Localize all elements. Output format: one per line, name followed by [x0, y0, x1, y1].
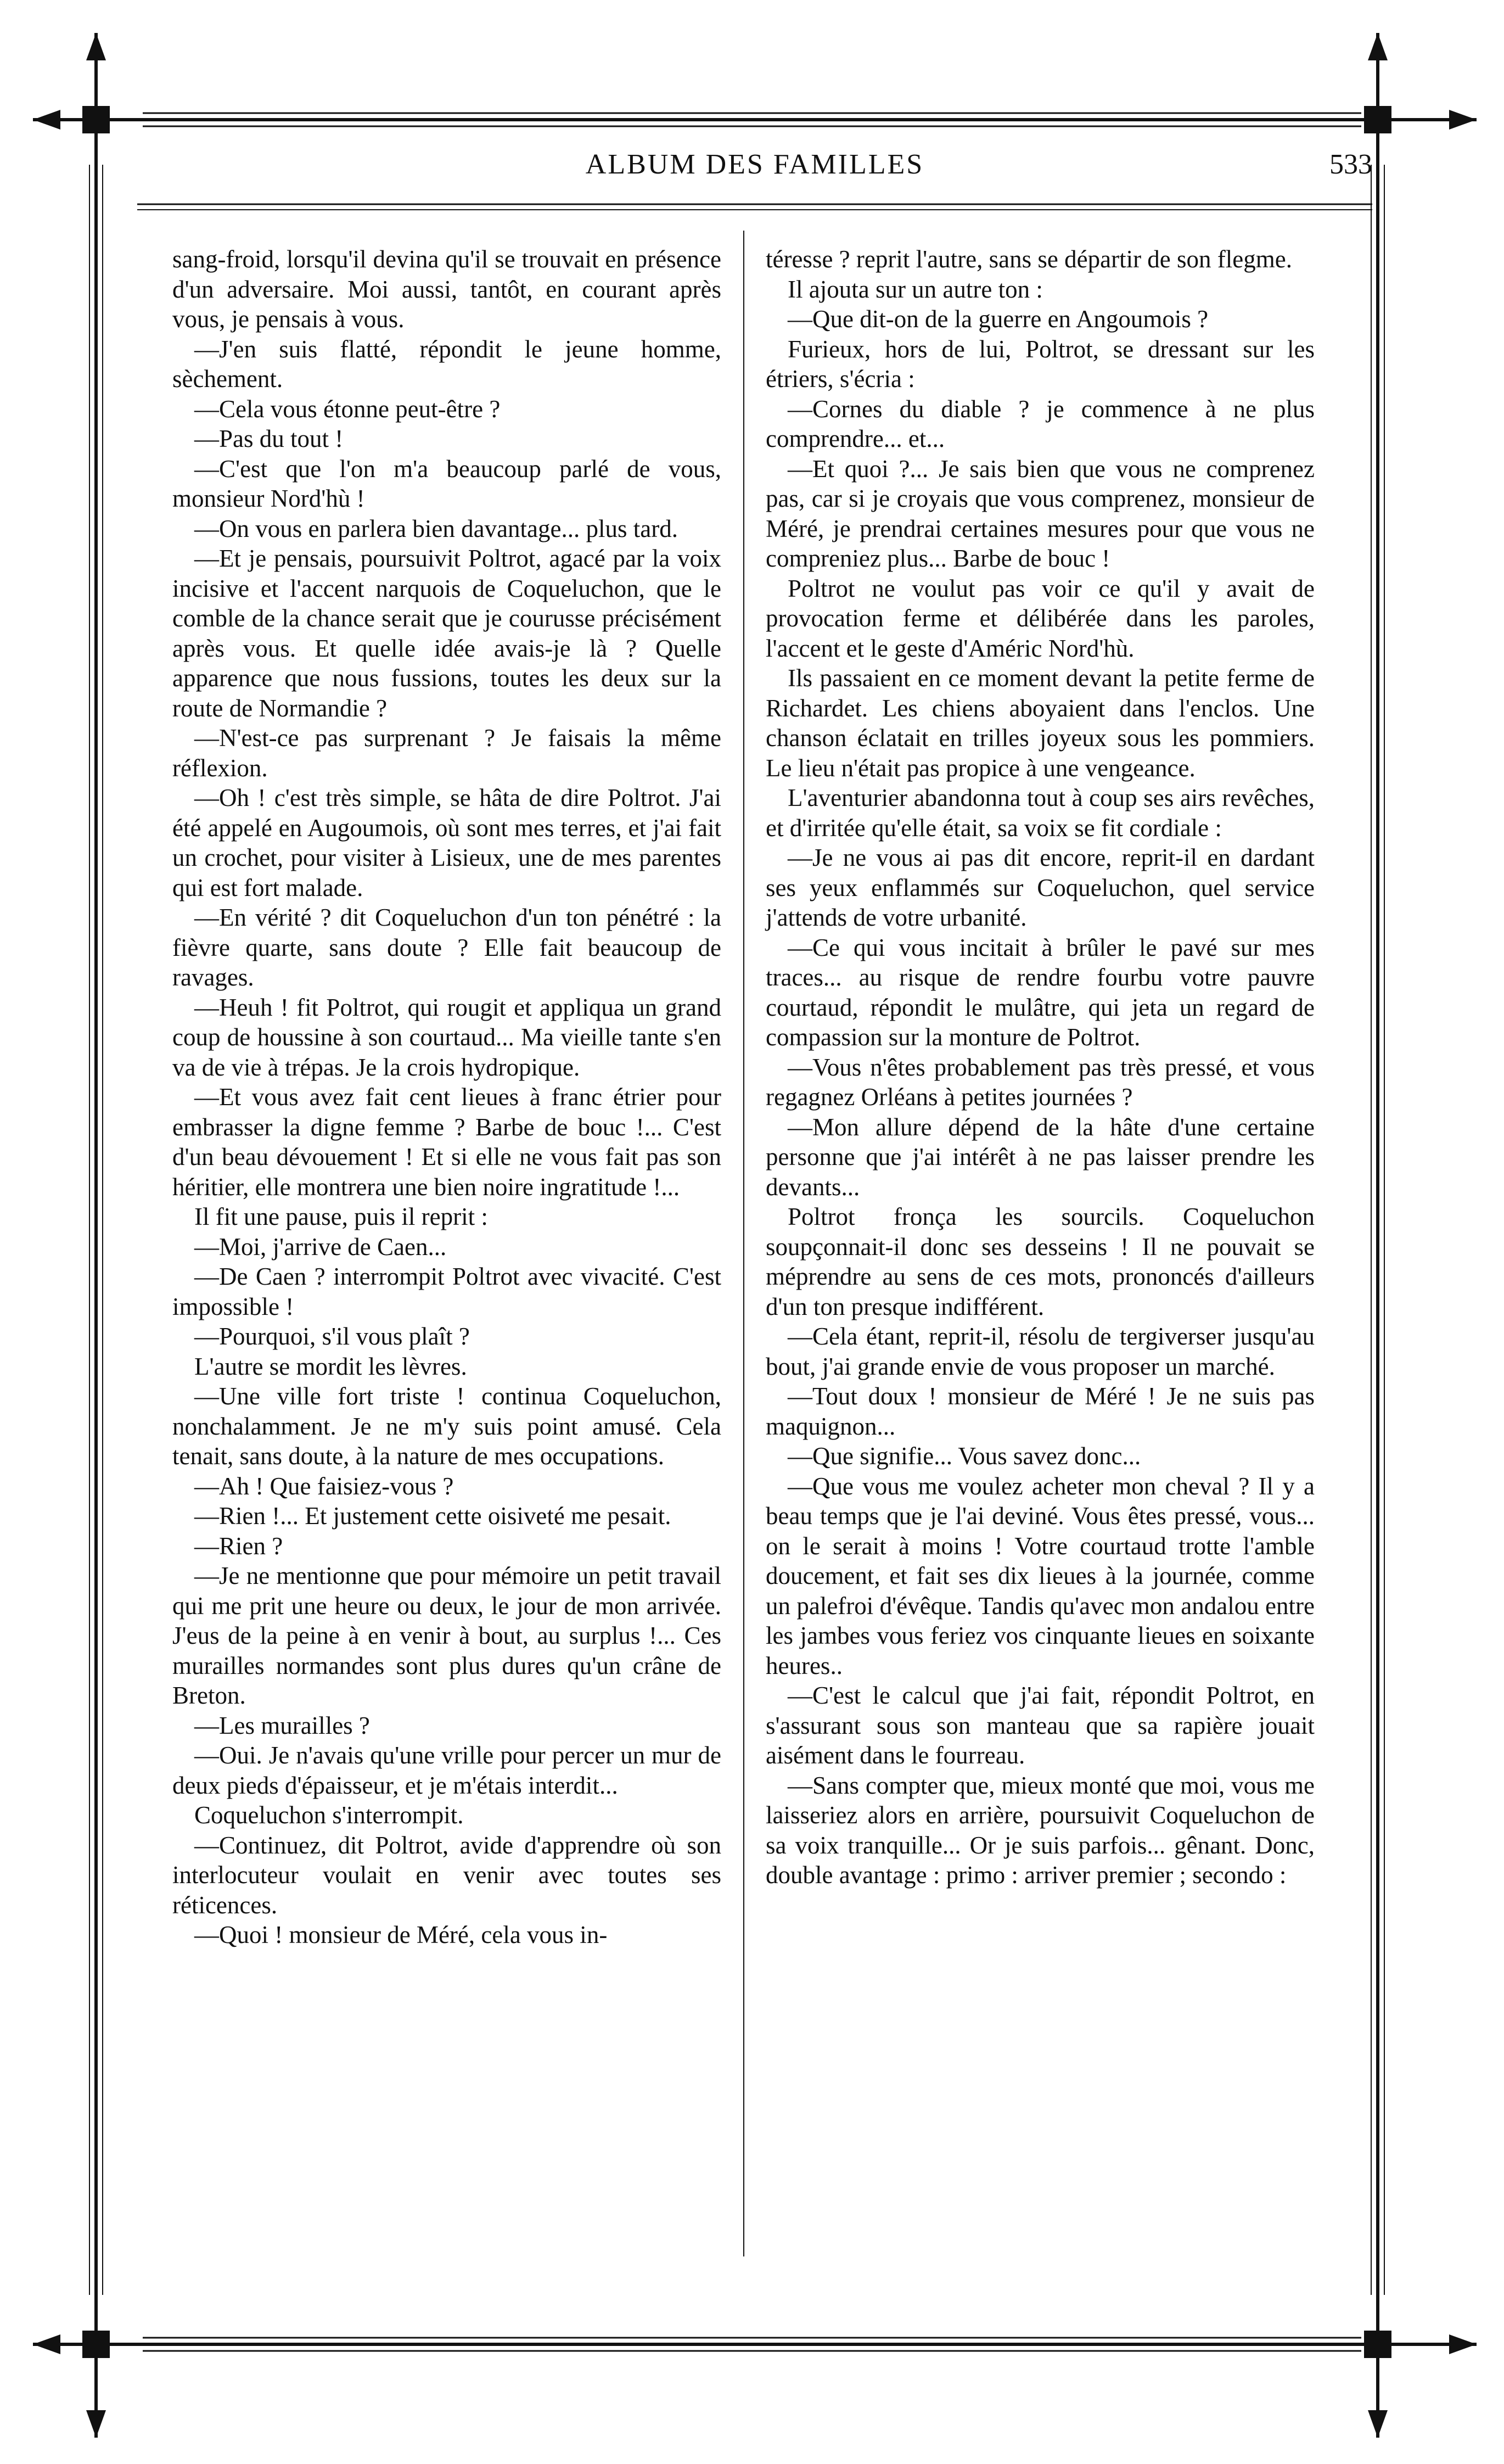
- paragraph: —Cela étant, reprit-il, résolu de tergiverser jusqu'au bout, j'ai grande envie de vous proposer un marché.: [766, 1323, 1315, 1380]
- paragraph: —Ce qui vous incitait à brûler le pavé sur mes traces... au risque de rendre fourbu votre pauvre courtaud, répondit le mulâtre, qui jeta un regard de compassion sur la monture de Poltrot.: [766, 933, 1315, 1051]
- running-head: [137, 148, 1372, 192]
- paragraph: —Moi, j'arrive de Caen...: [194, 1233, 447, 1261]
- paragraph: —Les murailles ?: [194, 1711, 370, 1739]
- page-number: 533: [1329, 149, 1372, 180]
- paragraph: —On vous en parlera bien davantage... plus tard.: [194, 514, 678, 542]
- paragraph: Poltrot ne voulut pas voir ce qu'il y avait de provocation ferme et délibérée dans les paroles, l'accent et le geste d'Améric Nord'hù.: [766, 574, 1315, 662]
- paragraph: —Pas du tout !: [194, 425, 344, 452]
- paragraph: —Ah ! Que faisiez-vous ?: [194, 1472, 454, 1500]
- paragraph: —Oh ! c'est très simple, se hâta de dire Poltrot. J'ai été appelé en Augoumois, où sont mes terres, et j'ai fait un crochet, pour visiter à Lisieux, une de mes parentes qui est fort malade.: [172, 784, 721, 901]
- paragraph: —Que vous me voulez acheter mon cheval ? Il y a beau temps que je l'ai deviné. Vous êtes pressé, vous... on le serait à moins ! Votre courtaud trotte l'amble doucement, et fait ses dix lieues à la journée, comme un palefroi d'évêque. Tandis qu'avec mon andalou entre les jambes vous feriez vos cinquante lieues en soixante heures..: [766, 1472, 1315, 1679]
- paragraph: —Je ne mentionne que pour mémoire un petit travail qui me prit une heure ou deux, le jour de mon arrivée. J'eus de la peine à en venir à bout, au surplus !... Ces murailles normandes sont plus dures qu'un crâne de Breton.: [172, 1562, 721, 1709]
- paragraph: —Je ne vous ai pas dit encore, reprit-il en dardant ses yeux enflammés sur Coqueluchon, quel service j'attends de votre urbanité.: [766, 844, 1315, 931]
- bottom-border: [33, 2338, 1477, 2351]
- left-border: [89, 33, 103, 2438]
- right-column: [766, 244, 1315, 1890]
- paragraph: Furieux, hors de lui, Poltrot, se dressant sur les étriers, s'écria :: [766, 335, 1315, 393]
- paragraph: sang-froid, lorsqu'il devina qu'il se trouvait en présence d'un adversaire. Moi aussi, tantôt, en courant après vous, je pensais à vous.: [172, 245, 721, 333]
- paragraph: —N'est-ce pas surprenant ? Je faisais la même réflexion.: [172, 724, 721, 782]
- paragraph: Ils passaient en ce moment devant la petite ferme de Richardet. Les chiens aboyaient dans l'enclos. Une chanson éclatait en trilles joyeux sous les pommiers. Le lieu n'était pas propice à une vengeance.: [766, 664, 1315, 782]
- right-border: [1371, 33, 1384, 2438]
- paragraph: —Et vous avez fait cent lieues à franc étrier pour embrasser la digne femme ? Barbe de bouc !... C'est d'un beau dévouement ! Et si elle ne vous fait pas son héritier, elle montrera une bien noire ingratitude !...: [172, 1083, 721, 1201]
- left-column: [172, 244, 721, 1950]
- paragraph: Il fit une pause, puis il reprit :: [194, 1203, 488, 1230]
- paragraph: —Heuh ! fit Poltrot, qui rougit et appliqua un grand coup de houssine à son courtaud... Ma vieille tante s'en va de vie à trépas. Je la crois hydropique.: [172, 993, 721, 1081]
- journal-title: ALBUM DES FAMILLES: [585, 149, 924, 180]
- corner-ornament-bottom-right: [1364, 2331, 1477, 2438]
- paragraph: —Mon allure dépend de la hâte d'une certaine personne que j'ai intérêt à ne pas laisser prendre les devants...: [766, 1113, 1315, 1201]
- paragraph: —En vérité ? dit Coqueluchon d'un ton pénétré : la fièvre quarte, sans doute ? Elle fait beaucoup de ravages.: [172, 904, 721, 991]
- header-rule: [137, 204, 1372, 210]
- paragraph: —Cornes du diable ? je commence à ne plus comprendre... et...: [766, 395, 1315, 452]
- paragraph: —J'en suis flatté, répondit le jeune homme, sèchement.: [172, 335, 721, 393]
- paragraph: —Pourquoi, s'il vous plaît ?: [194, 1323, 470, 1350]
- paragraph: —C'est que l'on m'a beaucoup parlé de vous, monsieur Nord'hù !: [172, 455, 721, 512]
- paragraph: —Rien !... Et justement cette oisiveté me pesait.: [194, 1502, 671, 1530]
- paragraph: —Et quoi ?... Je sais bien que vous ne comprenez pas, car si je croyais que vous comprenez, monsieur de Méré, je prendrai certaines mesures pour que vous ne compreniez plus... Barbe de bouc !: [766, 455, 1315, 572]
- paragraph: —Cela vous étonne peut-être ?: [194, 395, 501, 423]
- paragraph: —Continuez, dit Poltrot, avide d'apprendre où son interlocuteur voulait en venir avec toutes ses réticences.: [172, 1831, 721, 1919]
- paragraph: —De Caen ? interrompit Poltrot avec vivacité. C'est impossible !: [172, 1263, 721, 1320]
- paragraph: —Rien ?: [194, 1532, 283, 1560]
- paragraph: Coqueluchon s'interrompit.: [194, 1801, 464, 1829]
- paragraph: —Que dit-on de la guerre en Angoumois ?: [788, 305, 1209, 333]
- paragraph: —Oui. Je n'avais qu'une vrille pour percer un mur de deux pieds d'épaisseur, et je m'étais interdit...: [172, 1741, 721, 1799]
- paragraph: téresse ? reprit l'autre, sans se départir de son flegme.: [766, 245, 1292, 273]
- paragraph: Il ajouta sur un autre ton :: [788, 275, 1043, 303]
- paragraph: —Que signifie... Vous savez donc...: [788, 1442, 1141, 1470]
- paragraph: L'aventurier abandonna tout à coup ses airs revêches, et d'irritée qu'elle était, sa voix se fit cordiale :: [766, 784, 1315, 842]
- paragraph: —Une ville fort triste ! continua Coqueluchon, nonchalamment. Je ne m'y suis point amusé. Cela tenait, sans doute, à la nature de mes occupations.: [172, 1382, 721, 1470]
- paragraph: —C'est le calcul que j'ai fait, répondit Poltrot, en s'assurant sous son manteau que sa rapière jouait aisément dans le fourreau.: [766, 1682, 1315, 1769]
- top-border: [33, 113, 1477, 126]
- paragraph: —Vous n'êtes probablement pas très pressé, et vous regagnez Orléans à petites journées ?: [766, 1053, 1315, 1111]
- paragraph: —Tout doux ! monsieur de Méré ! Je ne suis pas maquignon...: [766, 1382, 1315, 1440]
- paragraph: Poltrot fronça les sourcils. Coqueluchon soupçonnait-il donc ses desseins ! Il ne pouvait se méprendre au sens de ces mots, prononcés d'ailleurs d'un ton presque indifférent.: [766, 1203, 1315, 1320]
- paragraph: —Quoi ! monsieur de Méré, cela vous in-: [194, 1921, 608, 1948]
- paragraph: L'autre se mordit les lèvres.: [194, 1352, 467, 1380]
- paragraph: —Sans compter que, mieux monté que moi, vous me laisseriez alors en arrière, poursuivit Coqueluchon de sa voix tranquille... Or je suis parfois... gênant. Donc, double avantage : primo : arriver premier ; secondo :: [766, 1771, 1315, 1889]
- corner-ornament-bottom-left: [33, 2331, 110, 2438]
- paragraph: —Et je pensais, poursuivit Poltrot, agacé par la voix incisive et l'accent narquois de Coqueluchon, que le comble de la chance serait que je courusse précisément après vous. Et quelle idée avais-je là ? Quelle apparence que nous fussions, toutes les deux sur la route de Normandie ?: [172, 545, 721, 722]
